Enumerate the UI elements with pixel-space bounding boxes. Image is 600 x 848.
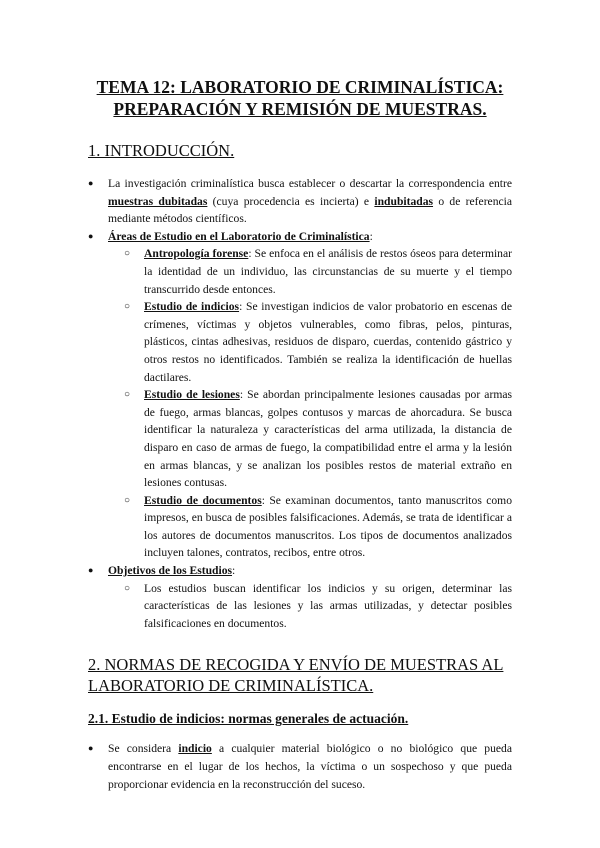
list-item <box>88 562 512 632</box>
list-item <box>124 492 512 562</box>
keyword-dubitadas: muestras dubitadas <box>108 194 208 208</box>
section-2-1-list <box>88 740 512 793</box>
text-segment: o de referencia mediante métodos científicos. <box>108 194 513 226</box>
keyword-antropologia: Antropología forense <box>144 247 249 261</box>
list-item <box>88 228 512 562</box>
text-segment: : <box>232 564 236 578</box>
title-line-1: TEMA 12: LABORATORIO DE CRIMINALÍSTICA: <box>96 77 504 97</box>
text-segment: Se considera <box>108 742 179 756</box>
text-segment: a cualquier material biológico o no biológico que pueda encontrarse en el lugar de los hechos, la víctima o un sospechoso y que pueda proporcionar evidencia en la reconstrucción del suceso. <box>108 742 512 791</box>
list-item <box>124 245 512 298</box>
document-title <box>88 76 512 120</box>
section-1-list <box>88 175 512 632</box>
text-segment: : Se investigan indicios de valor probatorio en escenas de crímenes, víctimas y objetos vulnerables, como fibras, pelos, pinturas, plásticos, cintas adhesivas, residuos de disparo, cuerdas, contenido gástrico y otros restos no identificados. También se realiza la identificación de huellas dactilares. <box>144 300 512 384</box>
subsection-2-1-heading: 2.1. Estudio de indicios: normas generales de actuación. <box>88 711 409 727</box>
list-item <box>124 580 512 633</box>
text-segment: (cuya procedencia es incierta) e <box>207 194 375 208</box>
list-item <box>88 740 512 793</box>
section-1-heading: 1. INTRODUCCIÓN. <box>88 141 235 160</box>
keyword-lesiones: Estudio de lesiones <box>144 388 240 402</box>
text-segment: La investigación criminalística busca establecer o descartar la correspondencia entre <box>108 177 512 190</box>
text-segment: : Se examinan documentos, tanto manuscritos como impresos, en busca de posibles falsificaciones. Además, se trata de identificar a los autores de documentos manuscritos. Los tipos de documentos analizados incluyen talones, contratos, recibos, entre otros. <box>144 493 513 560</box>
text-segment: Los estudios buscan identificar los indicios y su origen, determinar las características de las lesiones y las armas utilizadas, y detectar posibles falsificaciones en documentos. <box>144 581 512 630</box>
text-segment: : <box>369 229 373 243</box>
keyword-indicio: indicio <box>178 742 212 756</box>
keyword-indicios: Estudio de indicios <box>144 300 240 314</box>
areas-sublist <box>124 245 512 562</box>
list-item <box>124 298 512 386</box>
areas-label: Áreas de Estudio en el Laboratorio de Criminalística <box>108 229 370 243</box>
section-2-heading: 2. NORMAS DE RECOGIDA Y ENVÍO DE MUESTRAS AL LABORATORIO DE CRIMINALÍSTICA. <box>88 655 504 696</box>
list-item <box>88 175 512 228</box>
objetivos-sublist <box>124 580 512 633</box>
text-segment: : Se abordan principalmente lesiones causadas por armas de fuego, armas blancas, golpes contusos y marcas de ahorcadura. Se busca identificar la naturaleza y características del arma utilizada, la distancia de disparo en caso de armas de fuego, la compatibilidad entre el arma y la lesión en armas blancas, y se analizan los posibles restos de material extraño en lesiones contusas. <box>144 388 512 490</box>
keyword-documentos: Estudio de documentos <box>144 493 262 507</box>
objetivos-label: Objetivos de los Estudios <box>108 564 233 578</box>
text-segment: : Se enfoca en el análisis de restos óseos para determinar la identidad de un individuo, las circunstancias de su muerte y el tiempo transcurrido desde entonces. <box>144 247 512 296</box>
keyword-indubitadas: indubitadas <box>374 194 434 208</box>
title-line-2: PREPARACIÓN Y REMISIÓN DE MUESTRAS. <box>113 99 487 119</box>
list-item <box>124 386 512 492</box>
